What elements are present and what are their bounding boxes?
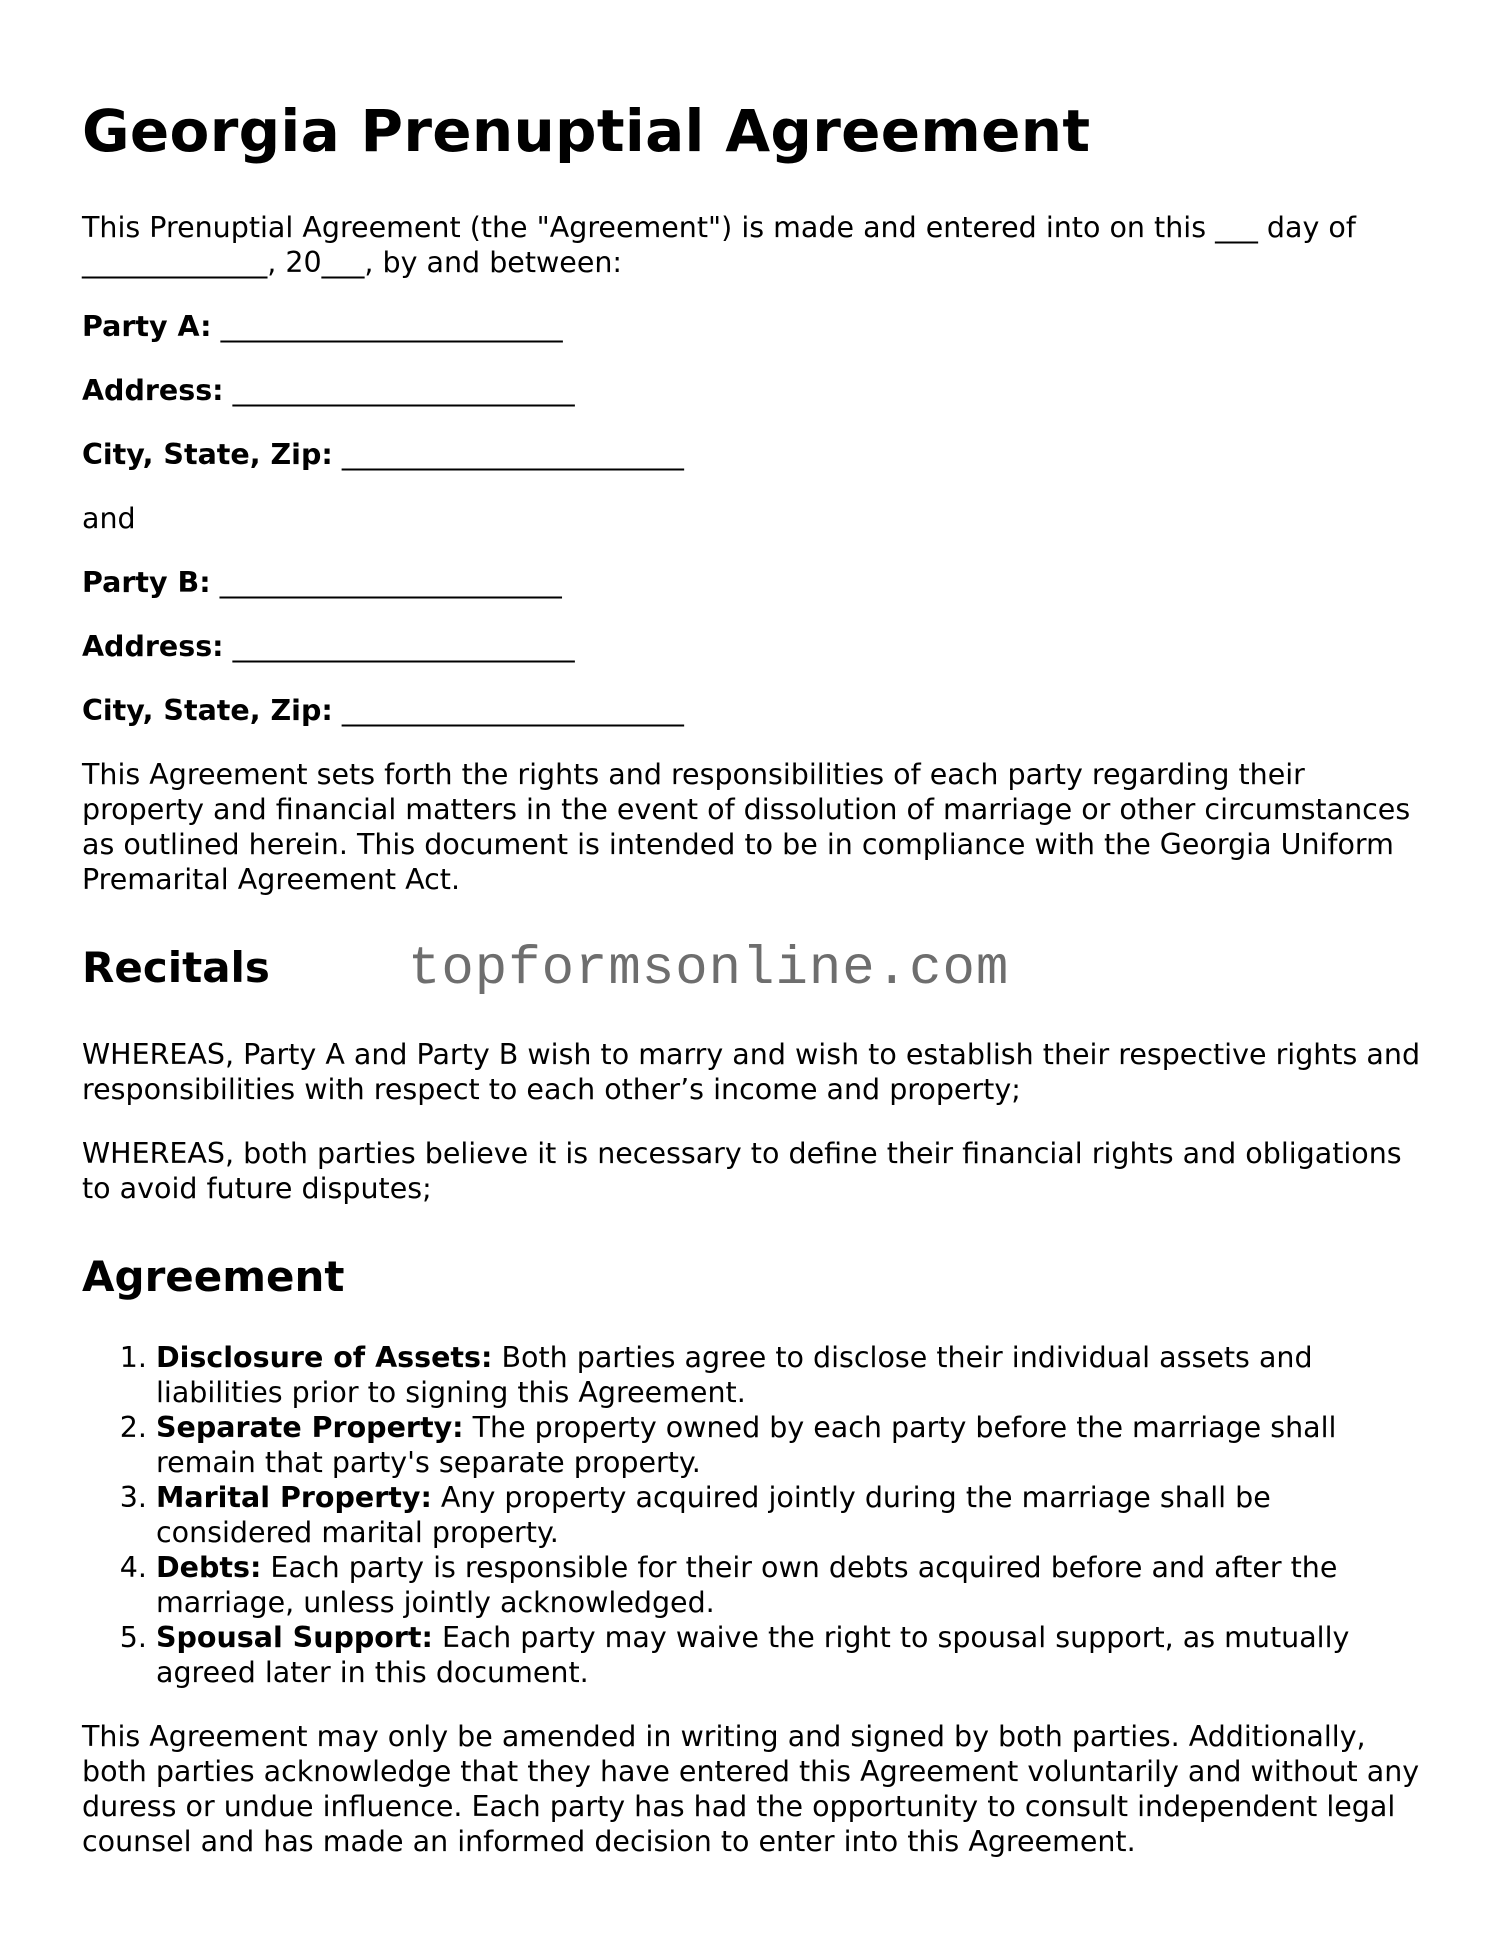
- list-item: [156, 1340, 1422, 1410]
- party-b-address-blank: ________________________: [232, 630, 575, 663]
- term-name: Disclosure of Assets:: [156, 1341, 493, 1374]
- term-text: The property owned by each party before the marriage shall remain that party's separate property.: [156, 1411, 1337, 1479]
- list-item: [156, 1480, 1422, 1550]
- terms-list: [82, 1340, 1422, 1690]
- party-a-address-field: [82, 373, 1422, 408]
- party-a-city-field: [82, 437, 1422, 472]
- party-a-name-label: Party A:: [82, 310, 212, 343]
- party-b-city-field: [82, 693, 1422, 728]
- party-a-city-label: City, State, Zip:: [82, 438, 333, 471]
- recital-paragraph: WHEREAS, Party A and Party B wish to marry and wish to establish their respective rights and responsibilities with respect to each other’s income and property;: [82, 1038, 1421, 1106]
- intro-paragraph: This Prenuptial Agreement (the "Agreement") is made and entered into on this ___ day of _____________, 20___, by and between:: [82, 211, 1356, 279]
- party-b-address-label: Address:: [82, 630, 224, 663]
- closing-paragraph: This Agreement may only be amended in writing and signed by both parties. Additionally, both parties acknowledge that they have entered this Agreement voluntarily and without any duress or undue influence. Each party has had the opportunity to consult independent legal counsel and has made an informed decision to enter into this Agreement.: [82, 1720, 1420, 1858]
- watermark: topformsonline.com: [408, 939, 1010, 1000]
- party-b-city-label: City, State, Zip:: [82, 694, 333, 727]
- term-text: Both parties agree to disclose their individual assets and liabilities prior to signing this Agreement.: [156, 1341, 1313, 1409]
- recital-paragraph: WHEREAS, both parties believe it is necessary to define their financial rights and obligations to avoid future disputes;: [82, 1137, 1402, 1205]
- document-title: Georgia Prenuptial Agreement: [82, 97, 1091, 165]
- party-b-name-blank: ________________________: [219, 566, 562, 599]
- list-item: [156, 1620, 1422, 1690]
- party-b-name-label: Party B:: [82, 566, 211, 599]
- party-a-name-field: [82, 309, 1422, 344]
- list-item: [156, 1410, 1422, 1480]
- agreement-heading: Agreement: [82, 1252, 345, 1301]
- term-name: Debts:: [156, 1551, 262, 1584]
- list-item: [156, 1550, 1422, 1620]
- party-b-address-field: [82, 629, 1422, 664]
- term-name: Separate Property:: [156, 1411, 464, 1444]
- term-text: Each party may waive the right to spousal support, as mutually agreed later in this document.: [156, 1621, 1350, 1689]
- recitals-header: [82, 926, 1422, 1000]
- conjunction-and: and: [82, 502, 136, 535]
- term-name: Spousal Support:: [156, 1621, 433, 1654]
- party-a-name-blank: ________________________: [220, 310, 563, 343]
- purpose-paragraph: This Agreement sets forth the rights and responsibilities of each party regarding their property and financial matters in the event of dissolution of marriage or other circumstances as outlined herein. This document is intended to be in compliance with the Georgia Uniform Premarital Agreement Act.: [82, 758, 1411, 896]
- party-a-address-label: Address:: [82, 374, 224, 407]
- recitals-heading: Recitals: [82, 943, 270, 992]
- party-b-name-field: [82, 565, 1422, 600]
- term-text: Any property acquired jointly during the marriage shall be considered marital property.: [156, 1481, 1271, 1549]
- term-text: Each party is responsible for their own debts acquired before and after the marriage, unless jointly acknowledged.: [156, 1551, 1338, 1619]
- party-b-city-blank: ________________________: [341, 694, 684, 727]
- party-a-address-blank: ________________________: [232, 374, 575, 407]
- term-name: Marital Property:: [156, 1481, 432, 1514]
- party-a-city-blank: ________________________: [341, 438, 684, 471]
- document-page: [82, 96, 1422, 1888]
